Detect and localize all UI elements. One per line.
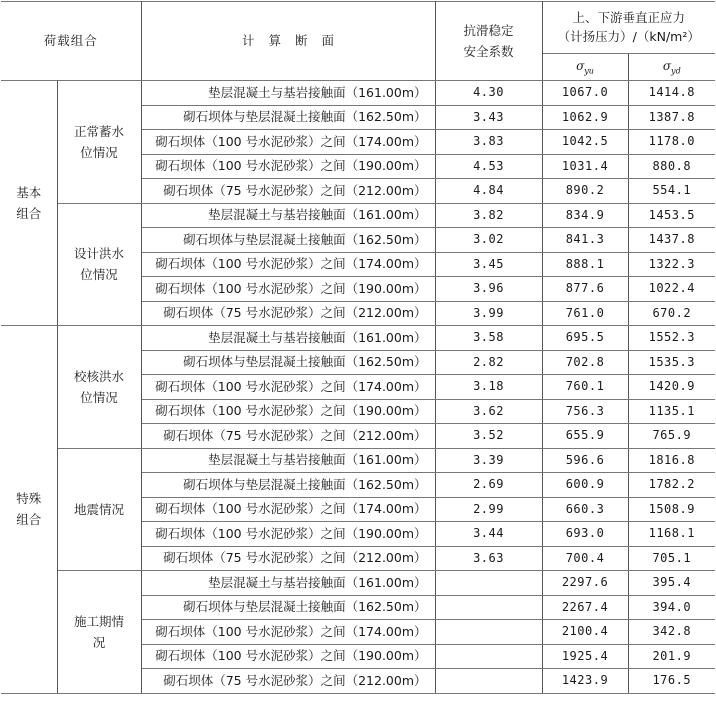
sliding-factor-cell — [435, 620, 542, 645]
sliding-factor-cell: 3.83 — [435, 130, 542, 155]
section-cell: 砌石坝体（75 号水泥砂浆）之间（212.00m） — [141, 669, 435, 694]
upstream-stress-cell: 760.1 — [542, 375, 628, 400]
sliding-factor-cell: 3.62 — [435, 399, 542, 424]
downstream-stress-cell: 394.0 — [628, 595, 715, 620]
sliding-factor-cell: 2.82 — [435, 350, 542, 375]
sliding-factor-cell — [435, 669, 542, 694]
load-case-label: 地震情况 — [73, 501, 124, 517]
header-sliding-safety-factor — [435, 2, 542, 81]
header-stress-unit: （计扬压力）/（kN/m²） — [557, 28, 700, 44]
downstream-stress-cell: 1816.8 — [628, 448, 715, 473]
load-case-cell — [57, 571, 141, 694]
downstream-stress-cell: 1535.3 — [628, 350, 715, 375]
downstream-stress-cell: 342.8 — [628, 620, 715, 645]
upstream-stress-cell: 2100.4 — [542, 620, 628, 645]
header-vertical-normal-stress — [542, 2, 715, 54]
upstream-stress-cell: 1423.9 — [542, 669, 628, 694]
section-cell: 砌石坝体（100 号水泥砂浆）之间（174.00m） — [141, 620, 435, 645]
section-cell: 砌石坝体（75 号水泥砂浆）之间（212.00m） — [141, 301, 435, 326]
section-cell: 垫层混凝土与基岩接触面（161.00m） — [141, 571, 435, 596]
sliding-factor-cell: 3.44 — [435, 522, 542, 547]
downstream-stress-cell: 1178.0 — [628, 130, 715, 155]
downstream-stress-cell: 1168.1 — [628, 522, 715, 547]
downstream-stress-cell: 1322.3 — [628, 252, 715, 277]
upstream-stress-cell: 756.3 — [542, 399, 628, 424]
section-cell: 砌石坝体与垫层混凝土接触面（162.50m） — [141, 350, 435, 375]
section-cell: 砌石坝体（100 号水泥砂浆）之间（190.00m） — [141, 522, 435, 547]
downstream-stress-cell: 1387.8 — [628, 105, 715, 130]
header-stress-title: 上、下游垂直正应力 — [572, 10, 686, 26]
sliding-factor-cell — [435, 644, 542, 669]
upstream-stress-cell: 695.5 — [542, 326, 628, 351]
section-cell: 垫层混凝土与基岩接触面（161.00m） — [141, 326, 435, 351]
sliding-factor-cell: 4.30 — [435, 81, 542, 106]
upstream-stress-cell: 877.6 — [542, 277, 628, 302]
sliding-factor-cell: 3.39 — [435, 448, 542, 473]
section-cell: 砌石坝体与垫层混凝土接触面（162.50m） — [141, 595, 435, 620]
sliding-factor-cell: 3.82 — [435, 203, 542, 228]
stress-stability-table — [1, 1, 715, 694]
section-cell: 砌石坝体（100 号水泥砂浆）之间（174.00m） — [141, 252, 435, 277]
downstream-stress-cell: 176.5 — [628, 669, 715, 694]
downstream-stress-cell: 705.1 — [628, 546, 715, 571]
sliding-factor-cell: 2.69 — [435, 473, 542, 498]
sliding-factor-cell: 3.45 — [435, 252, 542, 277]
section-cell: 砌石坝体（75 号水泥砂浆）之间（212.00m） — [141, 424, 435, 449]
downstream-stress-cell: 1414.8 — [628, 81, 715, 106]
downstream-stress-cell: 201.9 — [628, 644, 715, 669]
upstream-stress-cell: 888.1 — [542, 252, 628, 277]
sliding-factor-cell: 3.18 — [435, 375, 542, 400]
section-cell: 砌石坝体与垫层混凝土接触面（162.50m） — [141, 473, 435, 498]
upstream-stress-cell: 834.9 — [542, 203, 628, 228]
sliding-factor-cell: 3.99 — [435, 301, 542, 326]
sliding-factor-cell: 4.84 — [435, 179, 542, 204]
upstream-stress-cell: 600.9 — [542, 473, 628, 498]
section-cell: 砌石坝体（100 号水泥砂浆）之间（190.00m） — [141, 644, 435, 669]
downstream-stress-cell: 670.2 — [628, 301, 715, 326]
sliding-factor-cell — [435, 571, 542, 596]
load-case-label: 施工期情况 — [73, 613, 124, 650]
upstream-stress-cell: 1067.0 — [542, 81, 628, 106]
downstream-stress-cell: 765.9 — [628, 424, 715, 449]
section-cell: 砌石坝体（100 号水泥砂浆）之间（174.00m） — [141, 375, 435, 400]
upstream-stress-cell: 841.3 — [542, 228, 628, 253]
sliding-factor-cell: 3.52 — [435, 424, 542, 449]
upstream-stress-cell: 596.6 — [542, 448, 628, 473]
upstream-stress-cell: 1031.4 — [542, 154, 628, 179]
downstream-stress-cell: 1437.8 — [628, 228, 715, 253]
section-cell: 垫层混凝土与基岩接触面（161.00m） — [141, 448, 435, 473]
table-row — [1, 448, 715, 473]
upstream-stress-cell: 2267.4 — [542, 595, 628, 620]
load-combination-label: 特殊组合 — [16, 491, 42, 528]
section-cell: 砌石坝体（75 号水泥砂浆）之间（212.00m） — [141, 179, 435, 204]
load-combination-cell — [1, 81, 57, 326]
upstream-stress-cell: 1925.4 — [542, 644, 628, 669]
header-load-combination: 荷载组合 — [1, 2, 141, 81]
section-cell: 砌石坝体与垫层混凝土接触面（162.50m） — [141, 105, 435, 130]
sliding-factor-cell — [435, 595, 542, 620]
sigma-yd-base: σ — [662, 58, 672, 73]
upstream-stress-cell: 761.0 — [542, 301, 628, 326]
load-case-cell — [57, 326, 141, 449]
upstream-stress-cell: 660.3 — [542, 497, 628, 522]
upstream-stress-cell: 655.9 — [542, 424, 628, 449]
header-sigma-yu — [542, 54, 628, 81]
load-combination-cell — [1, 326, 57, 694]
downstream-stress-cell: 880.8 — [628, 154, 715, 179]
table-row — [1, 81, 715, 106]
sigma-yu-base: σ — [576, 58, 585, 73]
sigma-yd-sub: yd — [671, 65, 681, 75]
downstream-stress-cell: 1135.1 — [628, 399, 715, 424]
downstream-stress-cell: 1453.5 — [628, 203, 715, 228]
upstream-stress-cell: 1062.9 — [542, 105, 628, 130]
section-cell: 砌石坝体（100 号水泥砂浆）之间（190.00m） — [141, 154, 435, 179]
load-case-label: 设计洪水位情况 — [73, 246, 124, 283]
downstream-stress-cell: 1420.9 — [628, 375, 715, 400]
table-row — [1, 326, 715, 351]
section-cell: 垫层混凝土与基岩接触面（161.00m） — [141, 81, 435, 106]
sliding-factor-cell: 3.96 — [435, 277, 542, 302]
table-row — [1, 203, 715, 228]
sliding-factor-cell: 4.53 — [435, 154, 542, 179]
upstream-stress-cell: 700.4 — [542, 546, 628, 571]
section-cell: 砌石坝体（100 号水泥砂浆）之间（174.00m） — [141, 497, 435, 522]
upstream-stress-cell: 2297.6 — [542, 571, 628, 596]
upstream-stress-cell: 1042.5 — [542, 130, 628, 155]
sliding-factor-cell: 3.43 — [435, 105, 542, 130]
section-cell: 砌石坝体（100 号水泥砂浆）之间（190.00m） — [141, 277, 435, 302]
downstream-stress-cell: 395.4 — [628, 571, 715, 596]
header-sliding-safety-factor-text: 抗滑稳定安全系数 — [463, 22, 514, 59]
downstream-stress-cell: 554.1 — [628, 179, 715, 204]
upstream-stress-cell: 702.8 — [542, 350, 628, 375]
downstream-stress-cell: 1782.2 — [628, 473, 715, 498]
table-body — [1, 81, 715, 694]
section-cell: 砌石坝体（100 号水泥砂浆）之间（190.00m） — [141, 399, 435, 424]
section-cell: 砌石坝体（100 号水泥砂浆）之间（174.00m） — [141, 130, 435, 155]
sigma-yu-sub: yu — [584, 65, 594, 75]
sliding-factor-cell: 3.02 — [435, 228, 542, 253]
load-combination-label: 基本组合 — [16, 184, 42, 221]
sliding-factor-cell: 2.99 — [435, 497, 542, 522]
load-case-cell — [57, 203, 141, 326]
load-case-cell — [57, 81, 141, 204]
sliding-factor-cell: 3.58 — [435, 326, 542, 351]
downstream-stress-cell: 1508.9 — [628, 497, 715, 522]
load-case-label: 正常蓄水位情况 — [73, 123, 124, 160]
sliding-factor-cell: 3.63 — [435, 546, 542, 571]
downstream-stress-cell: 1552.3 — [628, 326, 715, 351]
section-cell: 砌石坝体与垫层混凝土接触面（162.50m） — [141, 228, 435, 253]
load-case-label: 校核洪水位情况 — [73, 368, 124, 405]
header-calculation-section: 计算断面 — [141, 2, 435, 81]
downstream-stress-cell: 1022.4 — [628, 277, 715, 302]
section-cell: 砌石坝体（75 号水泥砂浆）之间（212.00m） — [141, 546, 435, 571]
upstream-stress-cell: 890.2 — [542, 179, 628, 204]
table-row — [1, 571, 715, 596]
section-cell: 垫层混凝土与基岩接触面（161.00m） — [141, 203, 435, 228]
load-case-cell — [57, 448, 141, 571]
header-sigma-yd — [628, 54, 715, 81]
upstream-stress-cell: 693.0 — [542, 522, 628, 547]
